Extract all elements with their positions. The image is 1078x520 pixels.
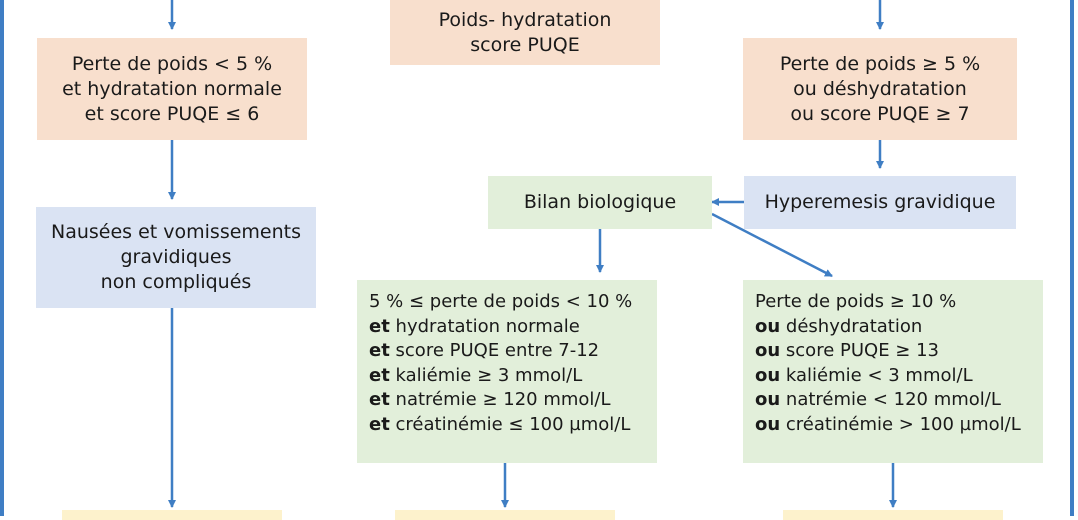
bottom-box-right: [783, 510, 1003, 520]
severe-row-5: ou créatinémie > 100 µmol/L: [755, 413, 1021, 435]
moderate-row-3: et kaliémie ≥ 3 mmol/L: [369, 364, 583, 386]
moderate-row-2: et score PUQE entre 7-12: [369, 340, 600, 361]
hyperemesis-box: Hyperemesis gravidique: [744, 176, 1016, 229]
assessment-box: Poids- hydratation score PUQE: [390, 0, 660, 65]
uncomplicated-box: Nausées et vomissements gravidiques non compliqués: [36, 207, 316, 308]
severe-row-2: ou score PUQE ≥ 13: [755, 340, 939, 361]
bottom-box-middle: [395, 510, 615, 520]
moderate-row-4: et natrémie ≥ 120 mmol/L: [369, 389, 611, 410]
severe-row-3: ou kaliémie < 3 mmol/L: [755, 364, 973, 386]
severe-row-0: Perte de poids ≥ 10 %: [755, 291, 957, 312]
mild-criteria-box: Perte de poids < 5 % et hydratation normale et score PUQE ≤ 6: [37, 38, 307, 140]
bottom-box-left: [62, 510, 282, 520]
moderate-row-1: et hydratation normale: [369, 315, 580, 337]
moderate-criteria-box: [357, 280, 657, 463]
severe-row-1: ou déshydratation: [755, 315, 923, 337]
moderate-row-0: 5 % ≤ perte de poids < 10 %: [369, 291, 633, 312]
bilan-biologique-box: Bilan biologique: [488, 176, 712, 229]
moderate-row-5: et créatinémie ≤ 100 µmol/L: [369, 413, 631, 435]
severe-criteria-box: Perte de poids ≥ 5 % ou déshydratation ou score PUQE ≥ 7: [743, 38, 1017, 140]
severe-row-4: ou natrémie < 120 mmol/L: [755, 389, 1001, 410]
severe-list-box: [743, 280, 1043, 463]
